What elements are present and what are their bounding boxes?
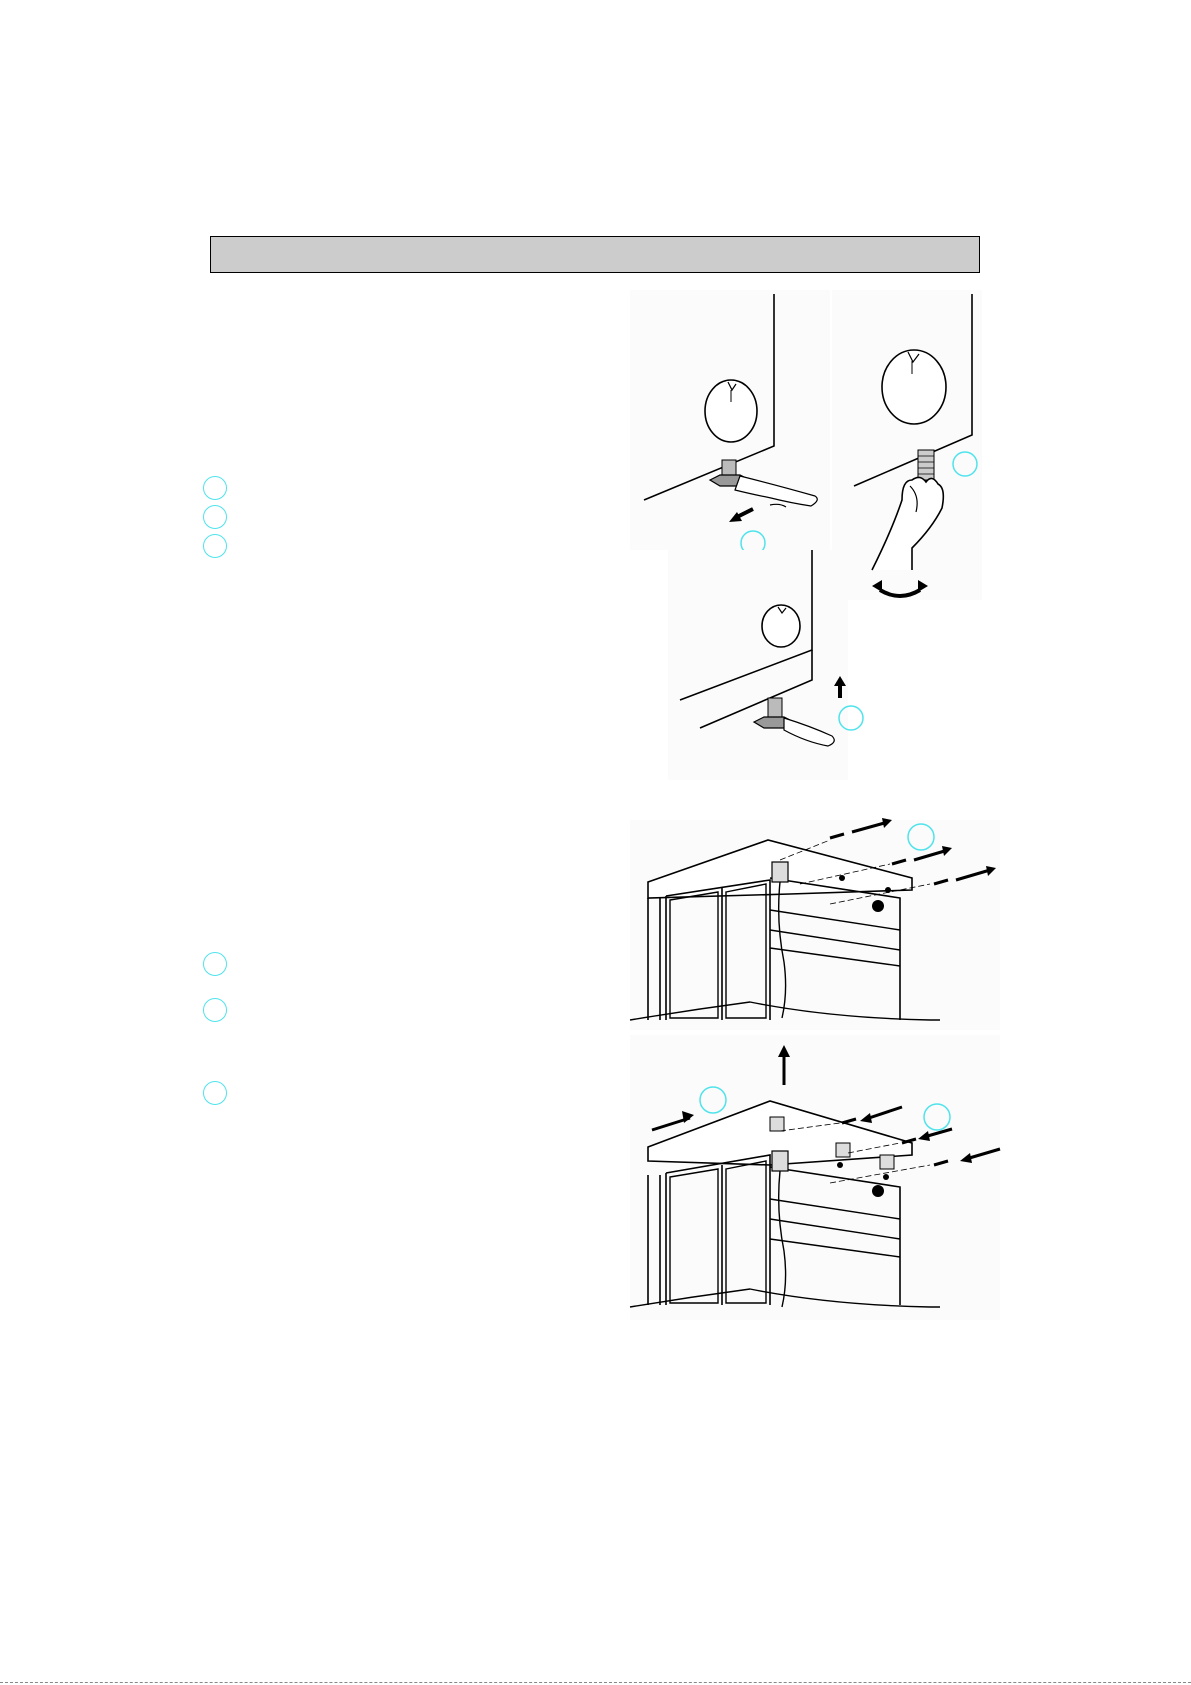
page-bottom-dotted-line: [0, 1682, 1191, 1683]
adjustable-foot-lift-figure: [660, 550, 860, 785]
step-marker: [203, 1081, 227, 1105]
worktop-screws-removed-figure: [630, 820, 1010, 1030]
step-marker: [203, 952, 227, 976]
step-marker: [203, 998, 227, 1022]
step-marker: [203, 505, 227, 529]
worktop-lift-off-figure: [630, 1035, 1010, 1320]
section-title-bar: [210, 236, 980, 273]
adjustable-foot-wrench-figure: [630, 290, 830, 560]
step-marker: [203, 534, 227, 558]
step-marker: [203, 476, 227, 500]
